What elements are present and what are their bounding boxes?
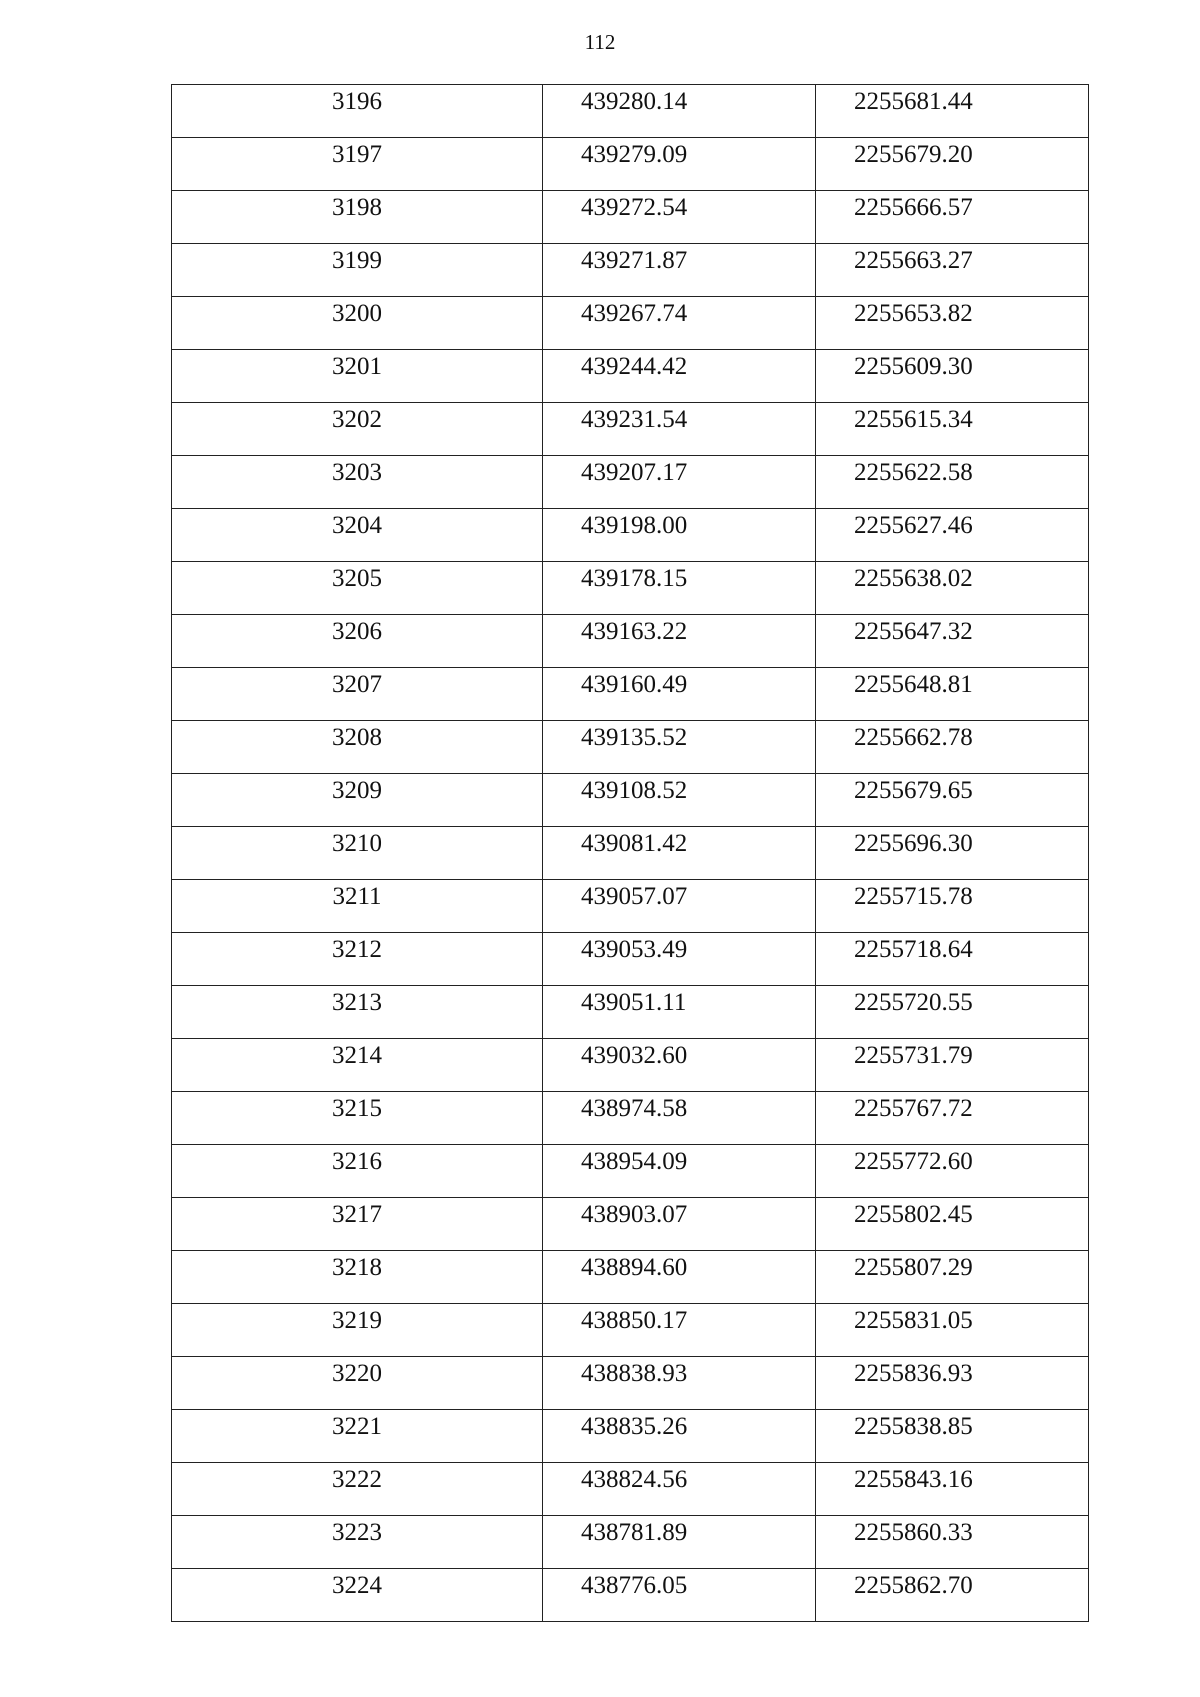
table-row	[172, 1357, 1089, 1410]
x-coordinate-cell: 439163.22	[543, 615, 816, 668]
y-coordinate-cell: 2255647.32	[816, 615, 1089, 668]
point-id-cell: 3197	[172, 138, 543, 191]
y-coordinate-cell: 2255609.30	[816, 350, 1089, 403]
y-coordinate-cell: 2255662.78	[816, 721, 1089, 774]
x-coordinate-cell: 439108.52	[543, 774, 816, 827]
table-row	[172, 668, 1089, 721]
y-coordinate-cell: 2255627.46	[816, 509, 1089, 562]
table-row	[172, 880, 1089, 933]
table-row	[172, 1251, 1089, 1304]
y-coordinate-cell: 2255836.93	[816, 1357, 1089, 1410]
x-coordinate-cell: 439244.42	[543, 350, 816, 403]
table-row	[172, 1039, 1089, 1092]
x-coordinate-cell: 439135.52	[543, 721, 816, 774]
table-row	[172, 138, 1089, 191]
point-id-cell: 3211	[172, 880, 543, 933]
x-coordinate-cell: 438781.89	[543, 1516, 816, 1569]
point-id-cell: 3220	[172, 1357, 543, 1410]
x-coordinate-cell: 438824.56	[543, 1463, 816, 1516]
y-coordinate-cell: 2255807.29	[816, 1251, 1089, 1304]
point-id-cell: 3199	[172, 244, 543, 297]
point-id-cell: 3215	[172, 1092, 543, 1145]
x-coordinate-cell: 439178.15	[543, 562, 816, 615]
point-id-cell: 3212	[172, 933, 543, 986]
x-coordinate-cell: 439081.42	[543, 827, 816, 880]
y-coordinate-cell: 2255666.57	[816, 191, 1089, 244]
x-coordinate-cell: 439231.54	[543, 403, 816, 456]
x-coordinate-cell: 439267.74	[543, 297, 816, 350]
table-row	[172, 1304, 1089, 1357]
x-coordinate-cell: 438838.93	[543, 1357, 816, 1410]
y-coordinate-cell: 2255718.64	[816, 933, 1089, 986]
table-row	[172, 244, 1089, 297]
table-row	[172, 615, 1089, 668]
point-id-cell: 3217	[172, 1198, 543, 1251]
table-row	[172, 456, 1089, 509]
x-coordinate-cell: 439057.07	[543, 880, 816, 933]
x-coordinate-cell: 438850.17	[543, 1304, 816, 1357]
y-coordinate-cell: 2255731.79	[816, 1039, 1089, 1092]
y-coordinate-cell: 2255720.55	[816, 986, 1089, 1039]
point-id-cell: 3203	[172, 456, 543, 509]
point-id-cell: 3214	[172, 1039, 543, 1092]
x-coordinate-cell: 439279.09	[543, 138, 816, 191]
point-id-cell: 3216	[172, 1145, 543, 1198]
table-row	[172, 350, 1089, 403]
table-row	[172, 774, 1089, 827]
y-coordinate-cell: 2255679.20	[816, 138, 1089, 191]
point-id-cell: 3196	[172, 85, 543, 138]
x-coordinate-cell: 439271.87	[543, 244, 816, 297]
x-coordinate-cell: 438954.09	[543, 1145, 816, 1198]
point-id-cell: 3200	[172, 297, 543, 350]
table-row	[172, 1145, 1089, 1198]
point-id-cell: 3204	[172, 509, 543, 562]
table-row	[172, 986, 1089, 1039]
y-coordinate-cell: 2255860.33	[816, 1516, 1089, 1569]
coordinates-table	[171, 84, 1089, 1622]
point-id-cell: 3201	[172, 350, 543, 403]
table-row	[172, 509, 1089, 562]
table-row	[172, 85, 1089, 138]
y-coordinate-cell: 2255622.58	[816, 456, 1089, 509]
table-row	[172, 827, 1089, 880]
y-coordinate-cell: 2255767.72	[816, 1092, 1089, 1145]
y-coordinate-cell: 2255615.34	[816, 403, 1089, 456]
point-id-cell: 3198	[172, 191, 543, 244]
point-id-cell: 3209	[172, 774, 543, 827]
point-id-cell: 3223	[172, 1516, 543, 1569]
x-coordinate-cell: 438776.05	[543, 1569, 816, 1622]
y-coordinate-cell: 2255838.85	[816, 1410, 1089, 1463]
point-id-cell: 3208	[172, 721, 543, 774]
x-coordinate-cell: 439053.49	[543, 933, 816, 986]
y-coordinate-cell: 2255831.05	[816, 1304, 1089, 1357]
table-row	[172, 721, 1089, 774]
point-id-cell: 3213	[172, 986, 543, 1039]
y-coordinate-cell: 2255653.82	[816, 297, 1089, 350]
table-row	[172, 191, 1089, 244]
point-id-cell: 3202	[172, 403, 543, 456]
y-coordinate-cell: 2255681.44	[816, 85, 1089, 138]
x-coordinate-cell: 439051.11	[543, 986, 816, 1039]
point-id-cell: 3206	[172, 615, 543, 668]
x-coordinate-cell: 439280.14	[543, 85, 816, 138]
y-coordinate-cell: 2255638.02	[816, 562, 1089, 615]
x-coordinate-cell: 438835.26	[543, 1410, 816, 1463]
table-row	[172, 1198, 1089, 1251]
point-id-cell: 3221	[172, 1410, 543, 1463]
y-coordinate-cell: 2255843.16	[816, 1463, 1089, 1516]
x-coordinate-cell: 438903.07	[543, 1198, 816, 1251]
x-coordinate-cell: 439160.49	[543, 668, 816, 721]
x-coordinate-cell: 439207.17	[543, 456, 816, 509]
y-coordinate-cell: 2255772.60	[816, 1145, 1089, 1198]
x-coordinate-cell: 439272.54	[543, 191, 816, 244]
point-id-cell: 3224	[172, 1569, 543, 1622]
x-coordinate-cell: 439198.00	[543, 509, 816, 562]
table-row	[172, 1516, 1089, 1569]
page-number: 112	[584, 30, 616, 54]
y-coordinate-cell: 2255679.65	[816, 774, 1089, 827]
point-id-cell: 3222	[172, 1463, 543, 1516]
point-id-cell: 3210	[172, 827, 543, 880]
table-row	[172, 933, 1089, 986]
table-row	[172, 1092, 1089, 1145]
x-coordinate-cell: 438894.60	[543, 1251, 816, 1304]
y-coordinate-cell: 2255802.45	[816, 1198, 1089, 1251]
x-coordinate-cell: 439032.60	[543, 1039, 816, 1092]
table-row	[172, 562, 1089, 615]
x-coordinate-cell: 438974.58	[543, 1092, 816, 1145]
y-coordinate-cell: 2255862.70	[816, 1569, 1089, 1622]
coordinates-table-body	[172, 85, 1089, 1622]
y-coordinate-cell: 2255648.81	[816, 668, 1089, 721]
point-id-cell: 3207	[172, 668, 543, 721]
y-coordinate-cell: 2255715.78	[816, 880, 1089, 933]
point-id-cell: 3219	[172, 1304, 543, 1357]
table-row	[172, 1463, 1089, 1516]
y-coordinate-cell: 2255663.27	[816, 244, 1089, 297]
point-id-cell: 3218	[172, 1251, 543, 1304]
point-id-cell: 3205	[172, 562, 543, 615]
table-row	[172, 297, 1089, 350]
table-row	[172, 403, 1089, 456]
table-row	[172, 1410, 1089, 1463]
y-coordinate-cell: 2255696.30	[816, 827, 1089, 880]
table-row	[172, 1569, 1089, 1622]
